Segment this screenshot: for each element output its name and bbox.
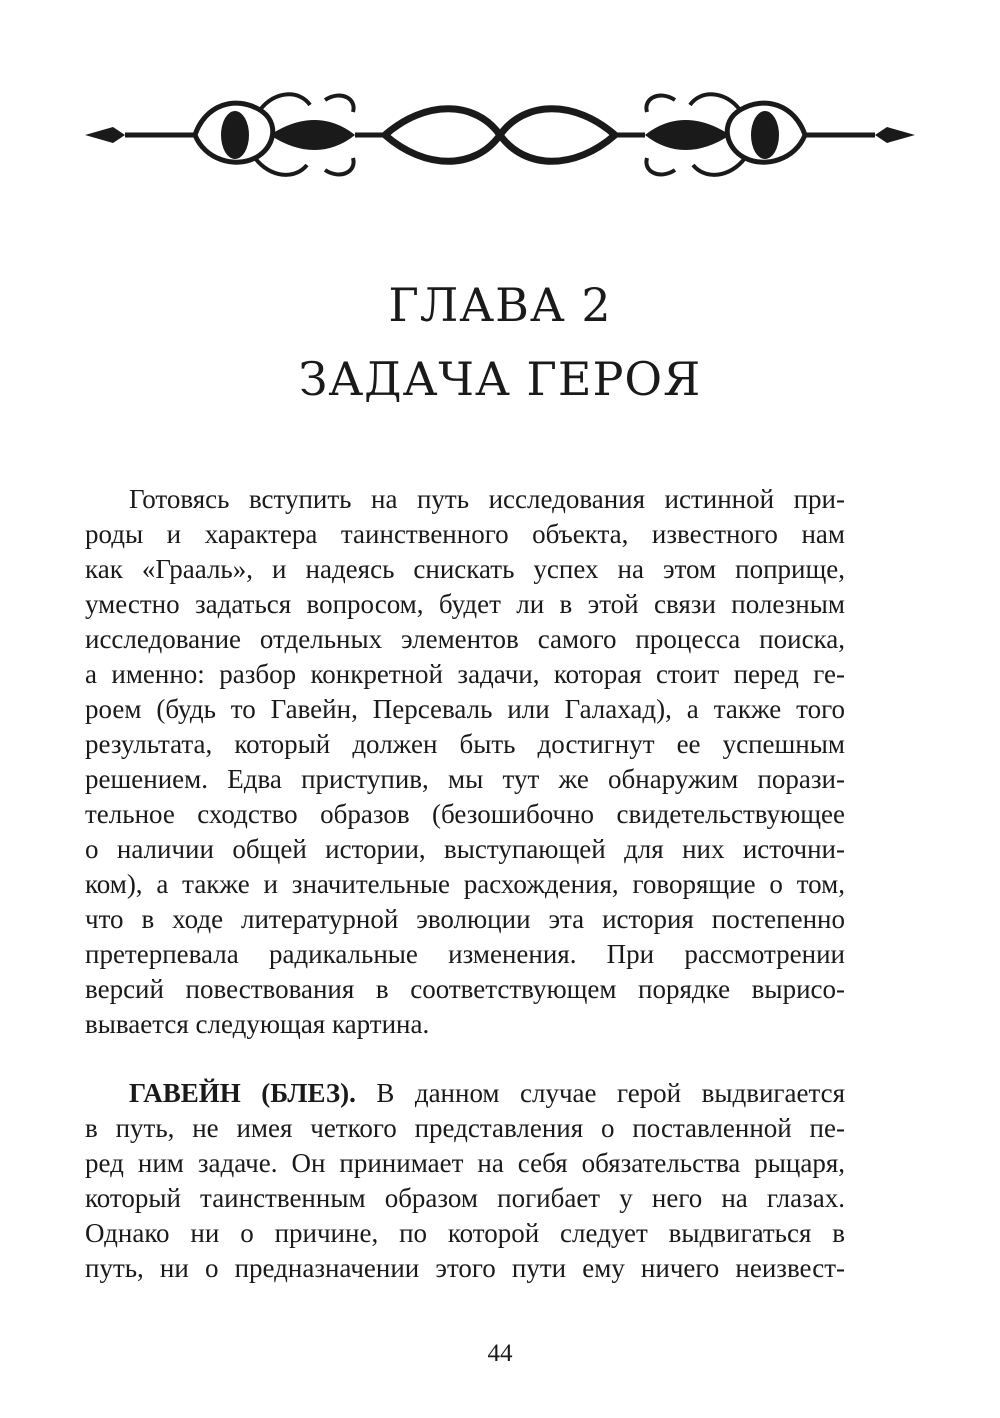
text-line: как «Грааль», и надеясь снискать успех на этом поприще, <box>85 554 845 584</box>
page-number: 44 <box>487 1340 513 1367</box>
text-line: который таинственным образом погибает у него на глазах. <box>85 1183 845 1213</box>
text-line: Готовясь вступить на путь исследования истинной при- <box>129 484 845 514</box>
text-line: ком), а также и значительные расхождения, говорящие о том, <box>85 869 845 899</box>
text-line: результата, который должен быть достигнут ее успешным <box>85 729 845 759</box>
text-line: роды и характера таинственного объекта, известного нам <box>85 519 845 549</box>
text-line: версий повествования в соответствующем порядке вырисо- <box>85 974 845 1004</box>
text-line: в путь, не имея четкого представления о поставленной пе- <box>85 1113 845 1143</box>
text-line: тельное сходство образов (безошибочно свидетельствующее <box>85 799 845 829</box>
text-line: ред ним задаче. Он принимает на себя обязательства рыцаря, <box>85 1148 845 1178</box>
text-line: путь, ни о предназначении этого пути ему ничего неизвест- <box>85 1253 845 1283</box>
text-line: уместно задаться вопросом, будет ли в этой связи полезным <box>85 589 845 619</box>
text-line: исследование отдельных элементов самого процесса поиска, <box>85 624 845 654</box>
paragraph-2 <box>85 1076 845 1286</box>
text-line: решением. Едва приступив, мы тут же обнаружим порази- <box>85 764 845 794</box>
text-line <box>85 1076 845 1111</box>
text-line: о наличии общей истории, выступающей для них источни- <box>85 834 845 864</box>
paragraph-lead: ГАВЕЙН (БЛЕЗ). <box>129 1078 356 1108</box>
paragraph-1 <box>85 482 845 1042</box>
text-line: а именно: разбор конкретной задачи, которая стоит перед ге- <box>85 659 845 689</box>
first-line-text: В данном случае герой выдвигается <box>376 1078 845 1108</box>
text-line: претерпевала радикальные изменения. При рассмотрении <box>85 939 845 969</box>
text-line: что в ходе литературной эволюции эта история постепенно <box>85 904 845 934</box>
text-line: роем (будь то Гавейн, Персеваль или Галахад), а также того <box>85 694 845 724</box>
decorative-ornament-icon <box>85 80 915 190</box>
chapter-title: ЗАДАЧА ГЕРОЯ <box>298 352 702 406</box>
text-line: Однако ни о причине, по которой следует выдвигаться в <box>85 1218 845 1248</box>
text-line: вывается следующая картина. <box>85 1009 430 1039</box>
chapter-number: ГЛАВА 2 <box>388 278 612 332</box>
